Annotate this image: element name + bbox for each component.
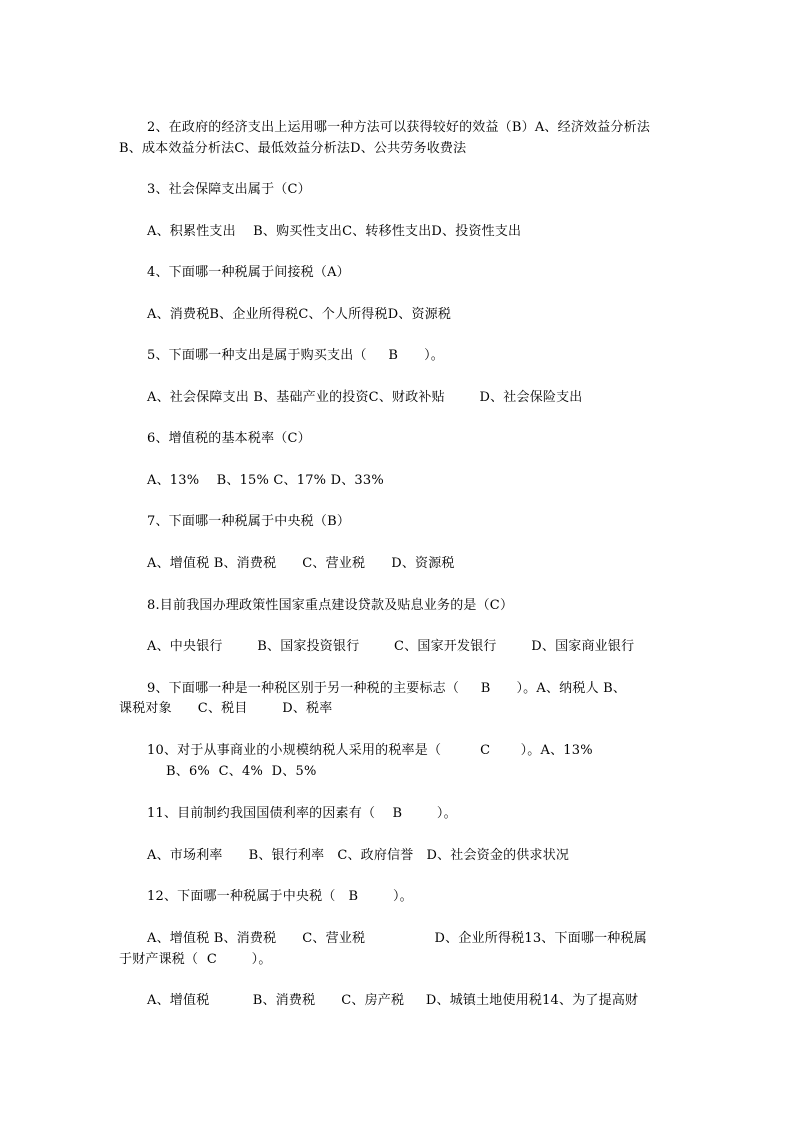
question-7-options: A、增值税 B、消费税 C、营业税 D、资源税 <box>147 556 455 571</box>
question-4: 4、下面哪一种税属于间接税（A） <box>147 265 350 280</box>
question-5-options: A、社会保障支出 B、基础产业的投资C、财政补贴 D、社会保险支出 <box>147 390 583 405</box>
question-8-options: A、中央银行 B、国家投资银行 C、国家开发银行 D、国家商业银行 <box>147 639 635 654</box>
question-13-line-2: 于财产课税（ C ）。 <box>119 952 272 967</box>
question-12: 12、下面哪一种税属于中央税（ B ）。 <box>147 889 413 904</box>
question-2-line-1: 2、在政府的经济支出上运用哪一种方法可以获得较好的效益（B）A、经济效益分析法 <box>147 120 651 135</box>
question-4-options: A、消费税B、企业所得税C、个人所得税D、资源税 <box>147 307 452 322</box>
question-10-line-2: B、6% C、4% D、5% <box>166 764 317 779</box>
question-12-options-line-1: A、增值税 B、消费税 C、营业税 D、企业所得税13、下面哪一种税属 <box>147 931 647 946</box>
question-9-line-2: 课税对象 C、税目 D、税率 <box>119 701 333 716</box>
question-5: 5、下面哪一种支出是属于购买支出（ B ）。 <box>147 348 444 363</box>
question-9-line-1: 9、下面哪一种是一种税区别于另一种税的主要标志（ B ）。A、纳税人 B、 <box>147 681 627 696</box>
question-10-line-1: 10、对于从事商业的小规模纳税人采用的税率是（ C ）。A、13% <box>147 743 593 758</box>
question-6-options: A、13% B、15% C、17% D、33% <box>147 473 384 488</box>
question-11: 11、目前制约我国国债利率的因素有（ B ）。 <box>147 806 457 821</box>
question-6: 6、增值税的基本税率（C） <box>147 431 311 446</box>
question-11-options: A、市场利率 B、银行利率 C、政府信誉 D、社会资金的供求状况 <box>147 848 570 863</box>
question-2-line-2: B、成本效益分析法C、最低效益分析法D、公共劳务收费法 <box>119 141 467 156</box>
question-3-options: A、积累性支出 B、购买性支出C、转移性支出D、投资性支出 <box>147 224 522 239</box>
question-3: 3、社会保障支出属于（C） <box>147 182 311 197</box>
question-8: 8.目前我国办理政策性国家重点建设贷款及贴息业务的是（C） <box>147 598 514 613</box>
question-7: 7、下面哪一种税属于中央税（B） <box>147 514 351 529</box>
question-13-options: A、增值税 B、消费税 C、房产税 D、城镇土地使用税14、为了提高财 <box>147 993 639 1008</box>
